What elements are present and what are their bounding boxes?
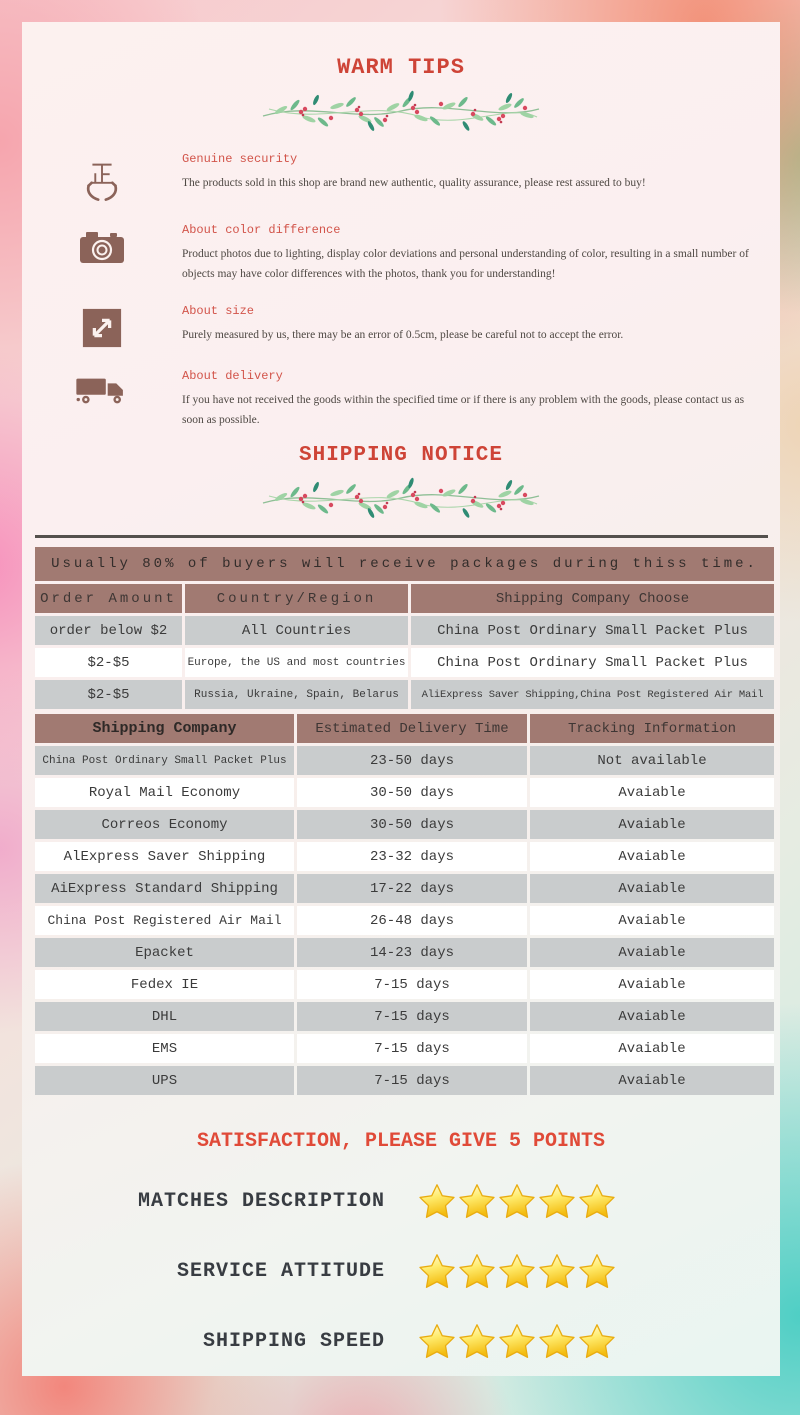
floral-divider-icon bbox=[258, 473, 544, 519]
star-icon bbox=[538, 1323, 576, 1359]
table-row bbox=[35, 648, 774, 677]
tip-heading: About delivery bbox=[182, 369, 283, 384]
table-cell: Avaiable bbox=[530, 778, 774, 807]
certified-hands-icon bbox=[22, 152, 182, 203]
table-cell: 30-50 days bbox=[297, 810, 527, 839]
table-row bbox=[35, 1034, 774, 1063]
column-header: Estimated Delivery Time bbox=[297, 714, 527, 743]
table-row bbox=[35, 906, 774, 935]
tip-color-difference bbox=[22, 223, 780, 284]
table-cell: 17-22 days bbox=[297, 874, 527, 903]
table-cell: order below $2 bbox=[35, 616, 182, 645]
table-cell: Avaiable bbox=[530, 874, 774, 903]
tip-content bbox=[182, 369, 780, 430]
table-header-row bbox=[35, 714, 774, 743]
star-icon bbox=[458, 1183, 496, 1219]
tip-body: Product photos due to lighting, display color deviations and personal understanding of color, resulting in a small number of objects may have color differences with the photos, thank you for understanding! bbox=[182, 248, 749, 280]
table-cell: Avaiable bbox=[530, 1034, 774, 1063]
tip-genuine-security bbox=[22, 152, 780, 203]
rating-row-service-attitude bbox=[22, 1249, 780, 1293]
content-panel bbox=[22, 22, 780, 1376]
table-cell: Russia, Ukraine, Spain, Belarus bbox=[185, 680, 408, 709]
table-cell: 30-50 days bbox=[297, 778, 527, 807]
table-cell: China Post Registered Air Mail bbox=[35, 906, 294, 935]
table-cell: DHL bbox=[35, 1002, 294, 1031]
rating-row-shipping-speed bbox=[22, 1319, 780, 1363]
five-star-rating bbox=[418, 1323, 616, 1359]
table-cell: 23-50 days bbox=[297, 746, 527, 775]
table-cell: China Post Ordinary Small Packet Plus bbox=[411, 648, 774, 677]
camera-icon bbox=[22, 223, 182, 284]
table-cell: Correos Economy bbox=[35, 810, 294, 839]
table-cell: Avaiable bbox=[530, 842, 774, 871]
star-icon bbox=[498, 1323, 536, 1359]
table-cell: $2-$5 bbox=[35, 680, 182, 709]
table-row bbox=[35, 842, 774, 871]
column-header: Country/Region bbox=[185, 584, 408, 613]
tip-content bbox=[182, 223, 780, 284]
table-cell: Europe, the US and most countries bbox=[185, 648, 408, 677]
table-cell: EMS bbox=[35, 1034, 294, 1063]
table-cell: $2-$5 bbox=[35, 648, 182, 677]
table-cell: Avaiable bbox=[530, 1002, 774, 1031]
table-cell: Not available bbox=[530, 746, 774, 775]
table-cell: Epacket bbox=[35, 938, 294, 967]
column-header: Order Amount bbox=[35, 584, 182, 613]
table-cell: 26-48 days bbox=[297, 906, 527, 935]
table-cell: 7-15 days bbox=[297, 970, 527, 999]
tip-content bbox=[182, 304, 780, 349]
table-cell: Avaiable bbox=[530, 938, 774, 967]
table-cell: 23-32 days bbox=[297, 842, 527, 871]
table-row bbox=[35, 778, 774, 807]
table-row bbox=[35, 616, 774, 645]
tip-heading: About size bbox=[182, 304, 255, 319]
star-icon bbox=[578, 1323, 616, 1359]
table-row bbox=[35, 746, 774, 775]
star-icon bbox=[418, 1253, 456, 1289]
table-cell: China Post Ordinary Small Packet Plus bbox=[411, 616, 774, 645]
star-icon bbox=[538, 1253, 576, 1289]
table-top-rule bbox=[35, 535, 768, 538]
star-icon bbox=[418, 1183, 456, 1219]
star-icon bbox=[458, 1253, 496, 1289]
column-header: Shipping Company Choose bbox=[411, 584, 774, 613]
table-cell: AlExpress Saver Shipping bbox=[35, 842, 294, 871]
five-star-rating bbox=[418, 1183, 616, 1219]
table-row bbox=[35, 1002, 774, 1031]
table-banner-row bbox=[35, 547, 774, 581]
column-header: Tracking Information bbox=[530, 714, 774, 743]
table-cell: Avaiable bbox=[530, 970, 774, 999]
satisfaction-title: SATISFACTION, PLEASE GIVE 5 POINTS bbox=[196, 1130, 606, 1154]
ratings-section bbox=[22, 1179, 780, 1363]
tip-heading: About color difference bbox=[182, 223, 341, 237]
column-header: Shipping Company bbox=[35, 714, 294, 743]
table-row bbox=[35, 810, 774, 839]
table-header-row bbox=[35, 584, 774, 613]
star-icon bbox=[578, 1253, 616, 1289]
tip-delivery bbox=[22, 369, 780, 430]
star-icon bbox=[458, 1323, 496, 1359]
shipping-notice-title: SHIPPING NOTICE bbox=[298, 444, 504, 468]
delivery-truck-icon bbox=[22, 369, 182, 430]
delivery-time-table bbox=[32, 711, 777, 1098]
tip-body: If you have not received the goods within the specified time or if there is any problem with the goods, please contact us as soon as possible. bbox=[182, 394, 745, 426]
warm-tips-section bbox=[22, 152, 780, 430]
table-cell: Avaiable bbox=[530, 1066, 774, 1095]
table-cell: Avaiable bbox=[530, 906, 774, 935]
table-banner: Usually 80% of buyers will receive packages during thiss time. bbox=[35, 547, 774, 581]
floral-divider-icon bbox=[258, 86, 544, 132]
table-cell: All Countries bbox=[185, 616, 408, 645]
table-cell: AiExpress Standard Shipping bbox=[35, 874, 294, 903]
rating-label: SERVICE ATTITUDE bbox=[176, 1259, 385, 1283]
page-title: WARM TIPS bbox=[337, 55, 465, 80]
size-arrow-icon bbox=[22, 304, 182, 349]
table-row bbox=[35, 874, 774, 903]
table-cell: Fedex IE bbox=[35, 970, 294, 999]
star-icon bbox=[498, 1183, 536, 1219]
tip-heading: Genuine security bbox=[182, 152, 298, 166]
star-icon bbox=[578, 1183, 616, 1219]
table-cell: AliExpress Saver Shipping,China Post Registered Air Mail bbox=[411, 680, 774, 709]
table-row bbox=[35, 938, 774, 967]
rating-label: MATCHES DESCRIPTION bbox=[137, 1189, 385, 1213]
rating-row-matches-description bbox=[22, 1179, 780, 1223]
tip-size bbox=[22, 304, 780, 349]
tip-body: The products sold in this shop are brand new authentic, quality assurance, please rest assured to buy! bbox=[182, 177, 646, 189]
table-cell: 7-15 days bbox=[297, 1034, 527, 1063]
star-icon bbox=[498, 1253, 536, 1289]
table-row bbox=[35, 1066, 774, 1095]
table-cell: 7-15 days bbox=[297, 1066, 527, 1095]
tip-content bbox=[182, 152, 780, 203]
five-star-rating bbox=[418, 1253, 616, 1289]
table-cell: UPS bbox=[35, 1066, 294, 1095]
table-cell: 14-23 days bbox=[297, 938, 527, 967]
shipping-company-choice-table bbox=[32, 544, 777, 712]
table-cell: China Post Ordinary Small Packet Plus bbox=[35, 746, 294, 775]
table-cell: 7-15 days bbox=[297, 1002, 527, 1031]
star-icon bbox=[418, 1323, 456, 1359]
rating-label: SHIPPING SPEED bbox=[202, 1329, 385, 1353]
table-cell: Royal Mail Economy bbox=[35, 778, 294, 807]
table-row bbox=[35, 680, 774, 709]
star-icon bbox=[538, 1183, 576, 1219]
tip-body: Purely measured by us, there may be an error of 0.5cm, please be careful not to accept the error. bbox=[182, 329, 624, 342]
table-cell: Avaiable bbox=[530, 810, 774, 839]
table-row bbox=[35, 970, 774, 999]
